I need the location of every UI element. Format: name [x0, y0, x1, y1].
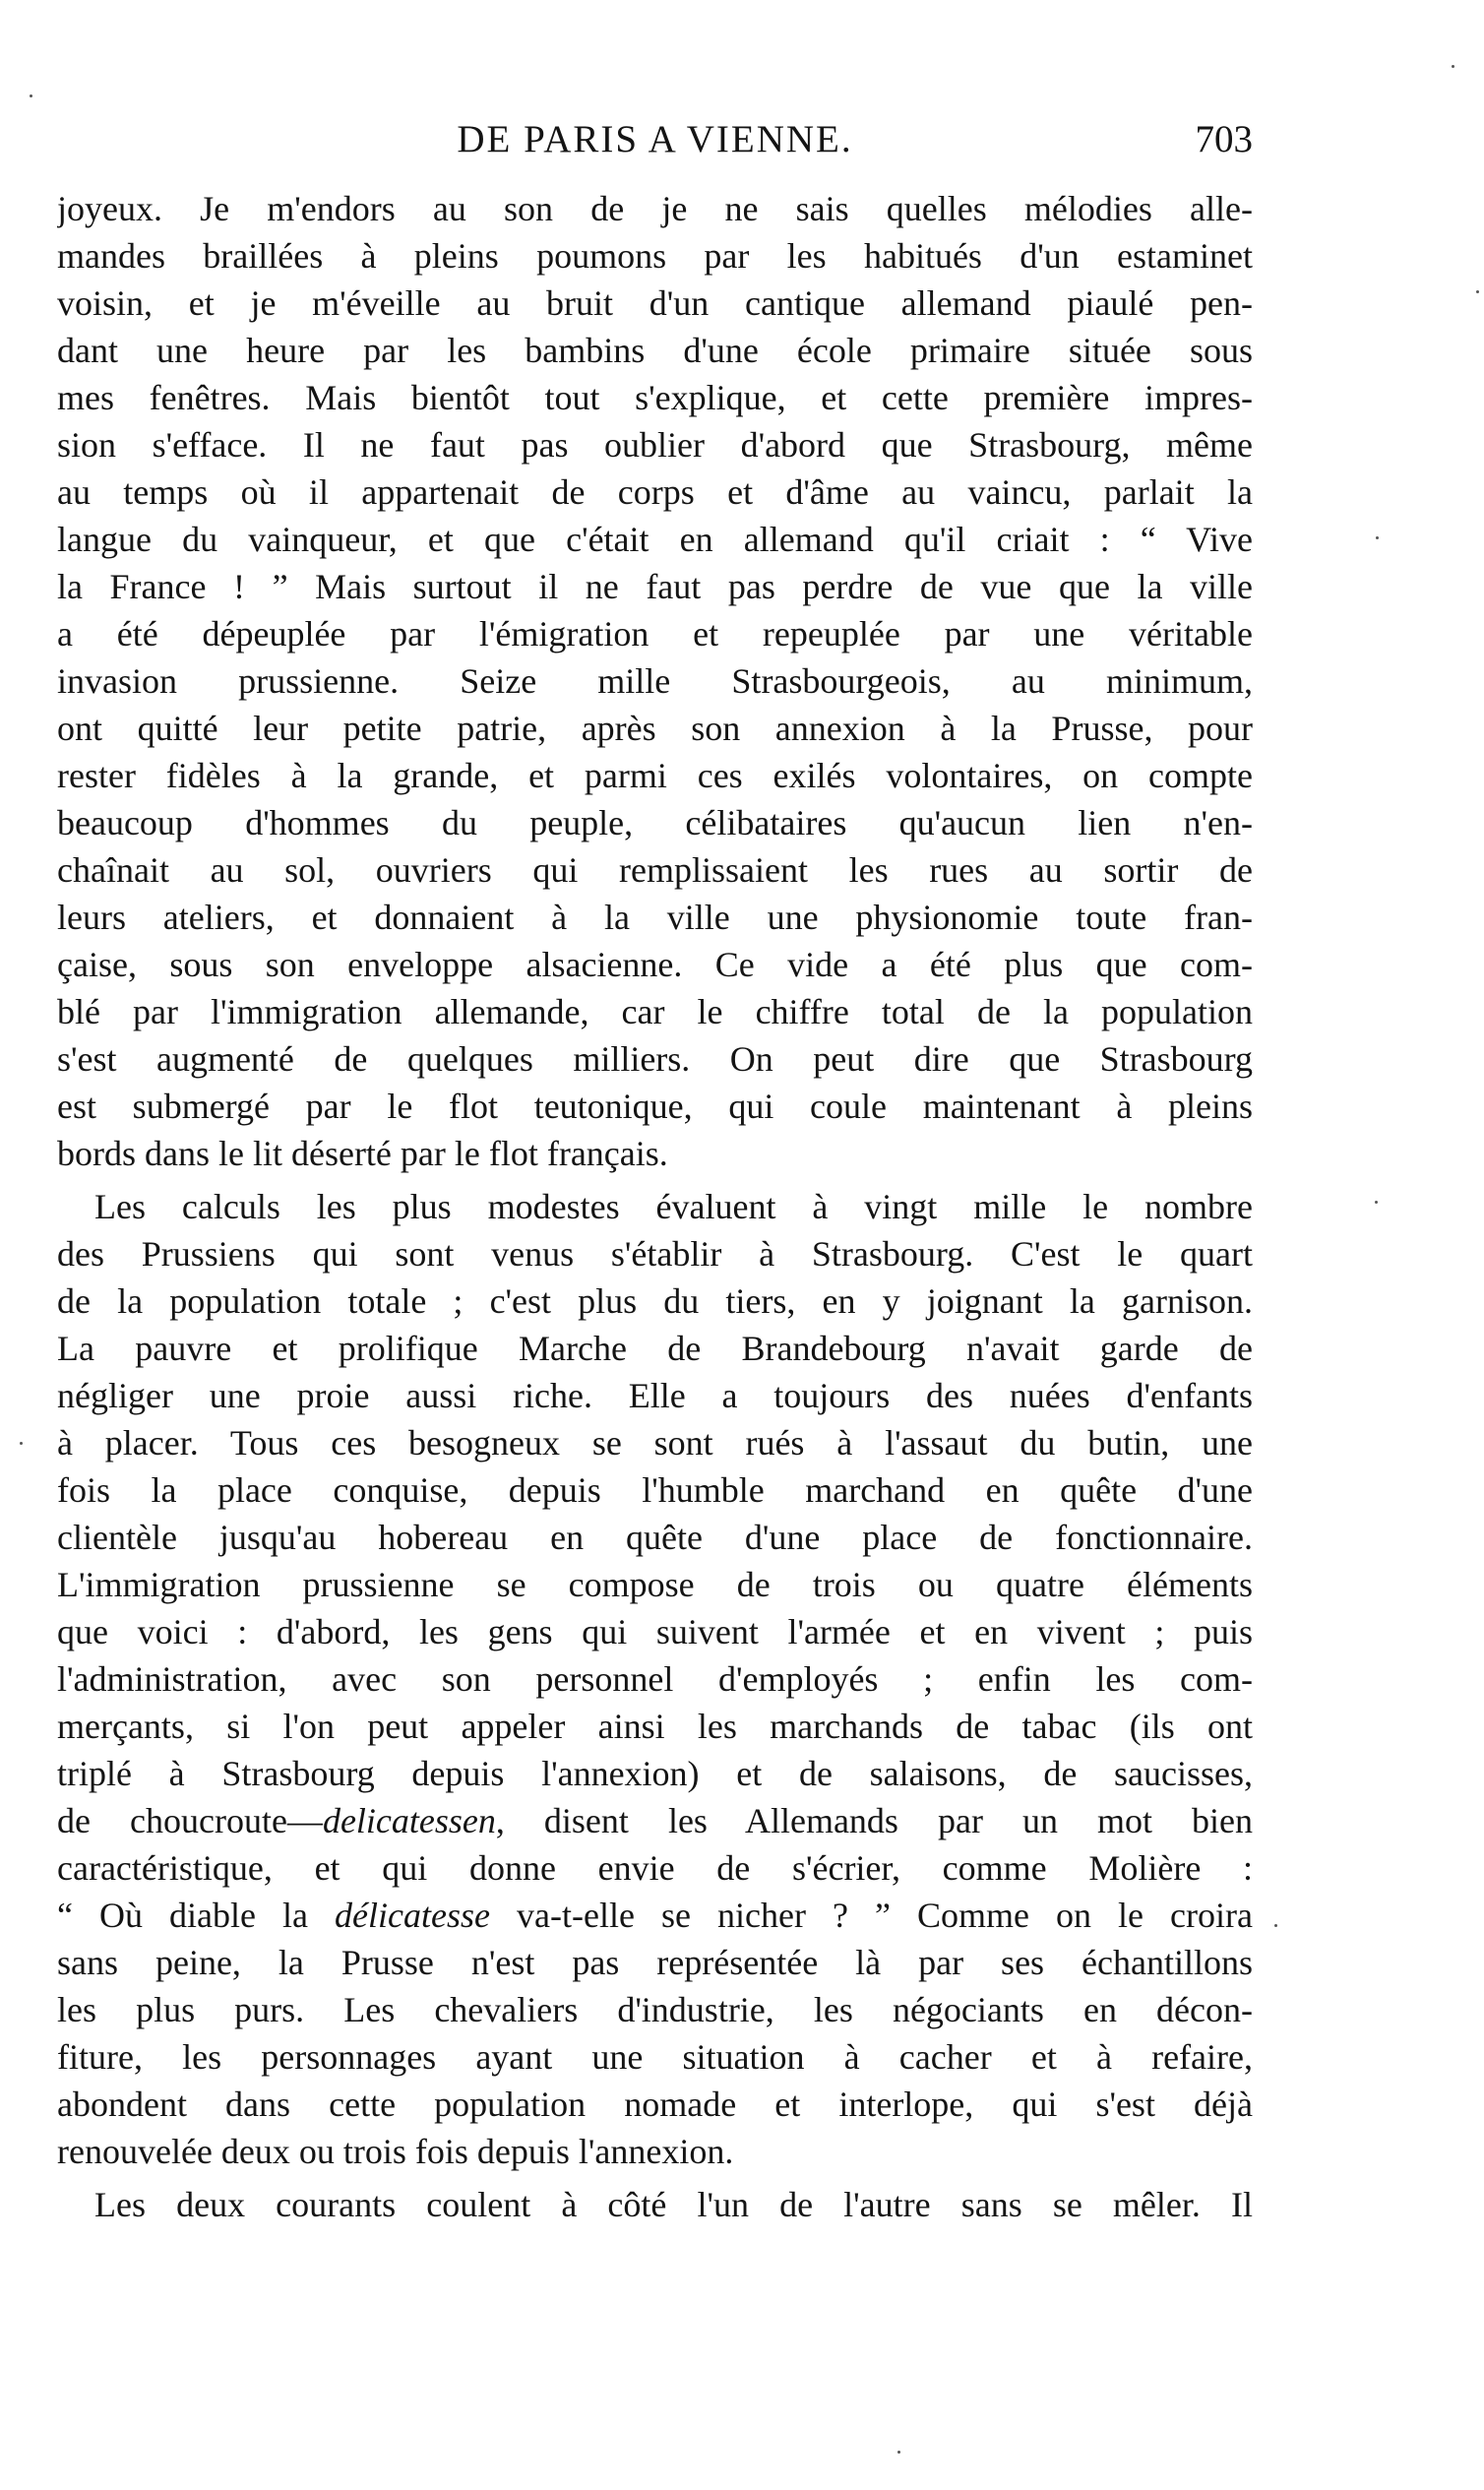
text-line: caractéristique, et qui donne envie de s'écrier, comme Molière : [57, 1848, 1253, 1888]
text-line: sans peine, la Prusse n'est pas représentée là par ses échantillons [57, 1943, 1253, 1982]
text-line: mes fenêtres. Mais bientôt tout s'explique, et cette première impres- [57, 378, 1253, 417]
print-speck [1274, 1924, 1277, 1927]
print-speck [20, 1442, 23, 1445]
text-line: dant une heure par les bambins d'une école primaire située sous [57, 331, 1253, 370]
italic-term: délicatesse [335, 1896, 490, 1935]
text-line: clientèle jusqu'au hobereau en quête d'une place de fonctionnaire. [57, 1518, 1253, 1557]
body-text [57, 185, 1253, 2228]
text-run: de choucroute— [57, 1801, 323, 1840]
text-line: joyeux. Je m'endors au son de je ne sais quelles mélodies alle- [57, 189, 1253, 228]
text-line: blé par l'immigration allemande, car le chiffre total de la population [57, 992, 1253, 1031]
text-line: triplé à Strasbourg depuis l'annexion) et de salaisons, de saucisses, [57, 1754, 1253, 1793]
text-line-with-italic [57, 1892, 1253, 1939]
text-line: mandes braillées à pleins poumons par les habitués d'un estaminet [57, 236, 1253, 276]
print-speck [1375, 1201, 1378, 1204]
paragraph-first-line: Les deux courants coulent à côté l'un de l'autre sans se mêler. Il [94, 2185, 1253, 2224]
text-run: , disent les Allemands par un mot bien [495, 1801, 1253, 1840]
text-line: l'administration, avec son personnel d'employés ; enfin les com- [57, 1659, 1253, 1699]
text-line: abondent dans cette population nomade et interlope, qui s'est déjà [57, 2085, 1253, 2124]
text-line: de la population totale ; c'est plus du tiers, en y joignant la garnison. [57, 1281, 1253, 1321]
paragraph-first-line: Les calculs les plus modestes évaluent à vingt mille le nombre [94, 1187, 1253, 1226]
text-run: va-t-elle se nicher ? ” Comme on le croira [490, 1896, 1253, 1935]
text-line: beaucoup d'hommes du peuple, célibataires qu'aucun lien n'en- [57, 803, 1253, 842]
text-line: merçants, si l'on peut appeler ainsi les marchands de tabac (ils ont [57, 1707, 1253, 1746]
text-line: négliger une proie aussi riche. Elle a toujours des nuées d'enfants [57, 1376, 1253, 1415]
italic-term: delicatessen [322, 1801, 496, 1840]
text-line: est submergé par le flot teutonique, qui coule maintenant à pleins [57, 1087, 1253, 1126]
text-line: invasion prussienne. Seize mille Strasbourgeois, au minimum, [57, 661, 1253, 701]
text-line: voisin, et je m'éveille au bruit d'un cantique allemand piaulé pen- [57, 283, 1253, 323]
text-run: “ Où diable la [57, 1896, 336, 1935]
paragraph-end-line: bords dans le lit déserté par le flot français. [57, 1134, 668, 1173]
text-line: L'immigration prussienne se compose de trois ou quatre éléments [57, 1565, 1253, 1604]
print-speck [30, 94, 32, 97]
text-line: sion s'efface. Il ne faut pas oublier d'abord que Strasbourg, même [57, 425, 1253, 465]
text-line: La pauvre et prolifique Marche de Brandebourg n'avait garde de [57, 1329, 1253, 1368]
text-line-with-italic [57, 1797, 1253, 1844]
text-line: au temps où il appartenait de corps et d'âme au vaincu, parlait la [57, 472, 1253, 512]
page-number: 703 [1195, 118, 1253, 160]
text-line: ont quitté leur petite patrie, après son annexion à la Prusse, pour [57, 709, 1253, 748]
text-line: rester fidèles à la grande, et parmi ces exilés volontaires, on compte [57, 756, 1253, 795]
text-line: à placer. Tous ces besogneux se sont rués à l'assaut du butin, une [57, 1423, 1253, 1463]
running-head [57, 110, 1253, 169]
text-line: chaînait au sol, ouvriers qui remplissaient les rues au sortir de [57, 850, 1253, 890]
text-line: a été dépeuplée par l'émigration et repeuplée par une véritable [57, 614, 1253, 654]
print-speck [1376, 536, 1379, 539]
print-speck [897, 2451, 900, 2454]
text-line: s'est augmenté de quelques milliers. On peut dire que Strasbourg [57, 1039, 1253, 1079]
print-speck [1452, 65, 1454, 68]
text-line: çaise, sous son enveloppe alsacienne. Ce vide a été plus que com- [57, 945, 1253, 984]
text-line: leurs ateliers, et donnaient à la ville une physionomie toute fran- [57, 898, 1253, 937]
text-line: langue du vainqueur, et que c'était en allemand qu'il criait : “ Vive [57, 520, 1253, 559]
text-line: les plus purs. Les chevaliers d'industrie, les négociants en décon- [57, 1990, 1253, 2029]
running-title: DE PARIS A VIENNE. [457, 118, 853, 160]
text-line: que voici : d'abord, les gens qui suivent l'armée et en vivent ; puis [57, 1612, 1253, 1651]
text-line: la France ! ” Mais surtout il ne faut pas perdre de vue que la ville [57, 567, 1253, 606]
text-line: fois la place conquise, depuis l'humble marchand en quête d'une [57, 1470, 1253, 1510]
print-speck [1476, 290, 1479, 293]
text-line: des Prussiens qui sont venus s'établir à Strasbourg. C'est le quart [57, 1234, 1253, 1274]
paragraph-end-line: renouvelée deux ou trois fois depuis l'annexion. [57, 2132, 734, 2171]
text-line: fiture, les personnages ayant une situation à cacher et à refaire, [57, 2037, 1253, 2077]
